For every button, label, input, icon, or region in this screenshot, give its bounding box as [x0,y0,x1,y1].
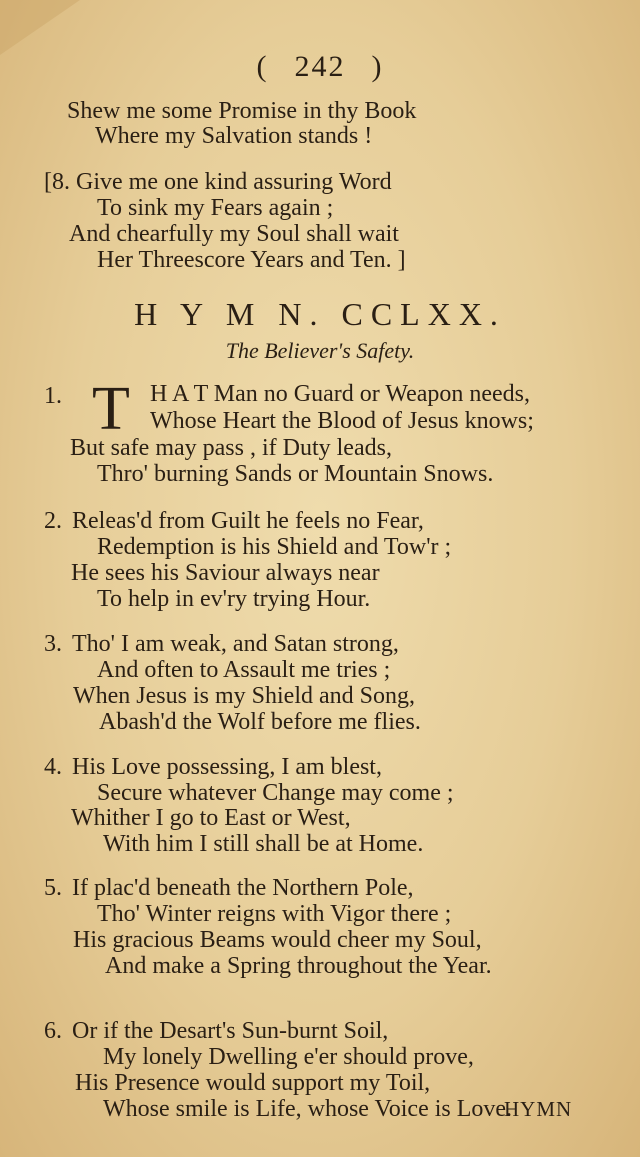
page-corner-fold [0,0,80,55]
verse-line: Thro' burning Sands or Mountain Snows. [97,461,494,487]
prev-line: Her Threescore Years and Ten. ] [97,247,406,273]
verse-line: Tho' Winter reigns with Vigor there ; [97,901,452,927]
page-number-value: 242 [294,50,346,83]
verse-line: And make a Spring throughout the Year. [105,953,492,979]
hymn-subtitle: The Believer's Safety. [225,338,415,363]
verse-line: But safe may pass , if Duty leads, [70,435,392,461]
verse-line: If plac'd beneath the Northern Pole, [72,875,414,901]
verse-line: Abash'd the Wolf before me flies. [99,709,421,735]
verse-line: His Presence would support my Toil, [75,1070,431,1096]
catchword: HYMN [504,1097,573,1121]
verse-number: 1. [44,383,62,409]
verse-line: With him I still shall be at Home. [103,831,424,857]
verse-line: When Jesus is my Shield and Song, [73,683,415,709]
verse-line: Secure whatever Change may come ; [97,780,454,806]
drop-cap: T [92,375,130,443]
verse-line: His gracious Beams would cheer my Soul, [73,927,482,953]
verse-line: Whose smile is Life, whose Voice is Love. [103,1096,513,1122]
prev-line: To sink my Fears again ; [97,195,334,221]
verse-number: 3. [44,631,62,657]
prev-line: Where my Salvation stands ! [95,123,373,149]
open-paren: ( [256,50,269,83]
verse-line: My lonely Dwelling e'er should prove, [103,1044,474,1070]
verse-line: He sees his Saviour always near [71,560,380,586]
close-paren: ) [371,50,384,83]
verse-number: 6. [44,1018,62,1044]
verse-line: His Love possessing, I am blest, [72,754,382,780]
verse-line: Redemption is his Shield and Tow'r ; [97,534,452,560]
verse-line: Whose Heart the Blood of Jesus knows; [150,408,534,434]
verse-line: H A T Man no Guard or Weapon needs, [150,381,531,407]
verse-line: Tho' I am weak, and Satan strong, [72,631,399,657]
verse-number: 5. [44,875,62,901]
verse-line: Or if the Desart's Sun-burnt Soil, [72,1018,389,1044]
verse-number: 2. [44,508,62,534]
prev-line: [8. Give me one kind assuring Word [44,169,392,195]
prev-line: And chearfully my Soul shall wait [69,221,399,247]
hymn-title: H Y M N. CCLXX. [134,296,506,332]
prev-line: Shew me some Promise in thy Book [67,98,417,124]
page-number [0,50,640,84]
verse-line: Whither I go to East or West, [71,805,351,831]
verse-number: 4. [44,754,62,780]
verse-line: To help in ev'ry trying Hour. [97,586,371,612]
verse-line: Releas'd from Guilt he feels no Fear, [72,508,424,534]
verse-line: And often to Assault me tries ; [97,657,391,683]
